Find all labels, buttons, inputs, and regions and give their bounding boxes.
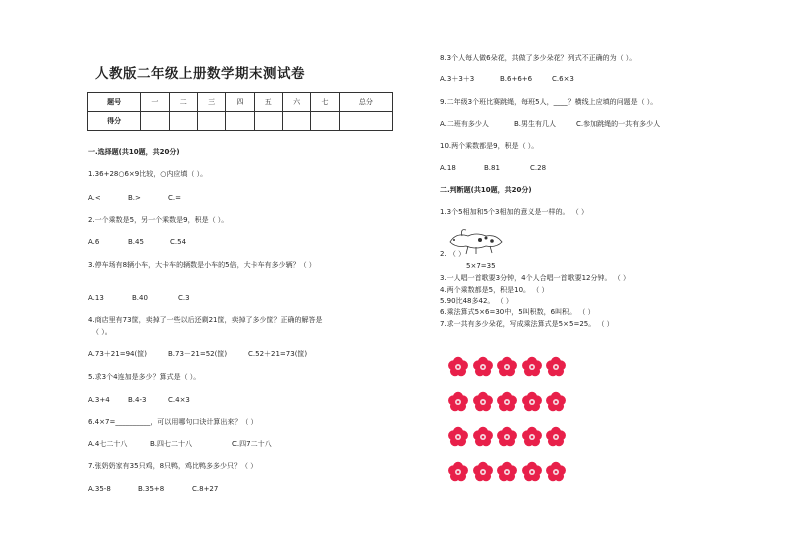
judge-7: 7.求一共有多少朵花，写成乘法算式是5×5=25。 （ ） xyxy=(440,320,614,328)
flower-icon xyxy=(447,391,469,413)
page-title: 人教版二年级上册数学期末测试卷 xyxy=(95,66,305,82)
q6-option-c: C.四7二十八 xyxy=(232,440,272,448)
question-2: 2.一个乘数是5，另一个乘数是9，积是（ ）。 xyxy=(88,216,229,224)
q5-option-b: B.4-3 xyxy=(128,396,147,404)
flower-icon xyxy=(447,356,469,378)
judge-2-equation: 5×7=35 xyxy=(466,262,496,270)
question-3: 3.停车场有8辆小车，大卡车的辆数是小车的5倍，大卡车有多少辆？（ ） xyxy=(88,261,316,269)
q10-option-a: A.18 xyxy=(440,164,456,172)
judge-1: 1.3个5相加和5个3相加的意义是一样的。 （ ） xyxy=(440,208,588,216)
q6-option-b: B.四七二十八 xyxy=(150,440,193,448)
flower-icon xyxy=(521,391,543,413)
flower-icon xyxy=(472,391,494,413)
flower-icon xyxy=(521,356,543,378)
question-5: 5.求3个4连加是多少？算式是（ ）。 xyxy=(88,373,201,381)
q7-option-c: C.8+27 xyxy=(192,485,219,493)
q2-option-b: B.45 xyxy=(128,238,144,246)
judge-4: 4.两个乘数都是5，积是10。 （ ） xyxy=(440,286,549,294)
flower-icon xyxy=(472,356,494,378)
flower-icon xyxy=(545,461,567,483)
question-7: 7.张奶奶家有35只鸡，8只鸭，鸡比鸭多多少只？（ ） xyxy=(88,462,258,470)
score-header-cell: 六 xyxy=(282,93,310,112)
q1-option-a: A.< xyxy=(88,194,101,202)
score-cell xyxy=(282,112,310,131)
q4-option-b: B.73－21=52(筐) xyxy=(168,350,228,358)
judge-3: 3.一人唱一首歌要3分钟，4个人合唱一首歌要12分钟。 （ ） xyxy=(440,274,630,282)
flower-icon xyxy=(496,391,518,413)
section1-heading: 一.选择题(共10题，共20分) xyxy=(88,148,180,156)
score-cell xyxy=(254,112,282,131)
flower-icon xyxy=(496,426,518,448)
score-cell xyxy=(339,112,392,131)
flower-icon xyxy=(496,356,518,378)
score-table xyxy=(87,92,393,131)
q8-option-c: C.6×3 xyxy=(552,75,574,83)
q8-option-b: B.6+6+6 xyxy=(500,75,533,83)
question-1: 1.36+28○6×9比较，○内应填（ ）。 xyxy=(88,170,208,178)
score-cell xyxy=(226,112,254,131)
q2-option-c: C.54 xyxy=(170,238,187,246)
q5-option-c: C.4×3 xyxy=(168,396,190,404)
score-header-cell: 题号 xyxy=(88,93,141,112)
score-header-cell: 二 xyxy=(169,93,197,112)
q7-option-a: A.35-8 xyxy=(88,485,111,493)
q3-option-a: A.13 xyxy=(88,294,104,302)
question-9: 9.二年级3个班比赛跳绳，每班5人，____？横线上应填的问题是（ ）。 xyxy=(440,98,658,106)
q3-option-b: B.40 xyxy=(132,294,148,302)
score-header-cell: 三 xyxy=(197,93,225,112)
score-table-header-row xyxy=(88,93,393,112)
score-header-cell: 四 xyxy=(226,93,254,112)
score-header-cell: 五 xyxy=(254,93,282,112)
flower-icon xyxy=(447,461,469,483)
score-cell xyxy=(169,112,197,131)
score-header-cell: 总分 xyxy=(339,93,392,112)
question-4: 4.商店里有73筐，卖掉了一些以后还剩21筐，卖掉了多少筐？正确的解答是 xyxy=(88,316,323,324)
q4-option-c: C.52＋21=73(筐) xyxy=(248,350,308,358)
flower-icon xyxy=(447,426,469,448)
q1-option-b: B.> xyxy=(128,194,141,202)
flower-icon xyxy=(496,461,518,483)
judge-5: 5.90比48多42。 （ ） xyxy=(440,297,513,305)
q9-option-a: A.二班有多少人 xyxy=(440,120,489,128)
flower-icon xyxy=(472,461,494,483)
q6-option-a: A.4七二十八 xyxy=(88,440,128,448)
flower-icon xyxy=(545,426,567,448)
q9-option-b: B.男生有几人 xyxy=(514,120,557,128)
question-4-cont: （ ）。 xyxy=(92,328,112,336)
score-table-score-row xyxy=(88,112,393,131)
q4-option-a: A.73＋21=94(筐) xyxy=(88,350,147,358)
q10-option-b: B.81 xyxy=(484,164,500,172)
q2-option-a: A.6 xyxy=(88,238,100,246)
score-row-label: 得分 xyxy=(88,112,141,131)
flower-icon xyxy=(545,391,567,413)
score-cell xyxy=(197,112,225,131)
q1-option-c: C.= xyxy=(168,194,181,202)
flower-icon xyxy=(545,356,567,378)
question-8: 8.3个人每人做6朵花，共做了多少朵花？列式不正确的为（ ）。 xyxy=(440,54,637,62)
flower-icon xyxy=(521,426,543,448)
score-header-cell: 一 xyxy=(141,93,169,112)
score-header-cell: 七 xyxy=(311,93,339,112)
question-10: 10.两个乘数都是9，积是（ ）。 xyxy=(440,142,539,150)
section2-heading: 二.判断题(共10题，共20分) xyxy=(440,186,532,194)
q9-option-c: C.参加跳绳的一共有多少人 xyxy=(576,120,661,128)
question-6: 6.4×7=__________，可以用哪句口诀计算出来？（ ） xyxy=(88,418,258,426)
q8-option-a: A.3＋3＋3 xyxy=(440,75,475,83)
judge-2: 2. （ ） xyxy=(440,250,466,258)
score-cell xyxy=(141,112,169,131)
judge-6: 6.乘法算式5×6=30中，5叫积数，6叫积。 （ ） xyxy=(440,308,595,316)
flower-icon xyxy=(521,461,543,483)
score-cell xyxy=(311,112,339,131)
q3-option-c: C.3 xyxy=(178,294,190,302)
flower-icon xyxy=(472,426,494,448)
q5-option-a: A.3+4 xyxy=(88,396,110,404)
q7-option-b: B.35+8 xyxy=(138,485,165,493)
q10-option-c: C.28 xyxy=(530,164,547,172)
